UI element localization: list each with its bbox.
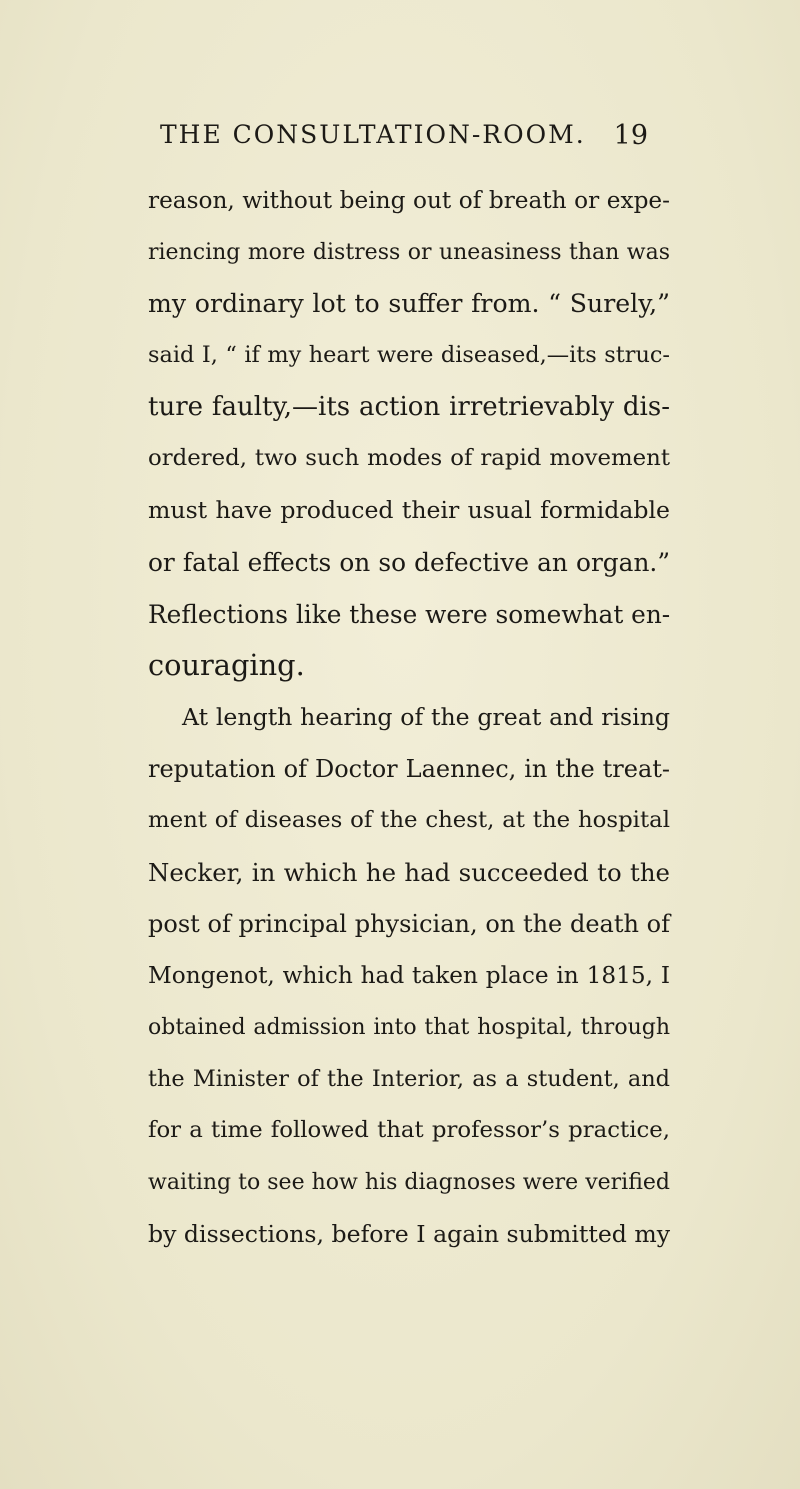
page-header: [160, 120, 648, 160]
text-line: or fatal effects on so defective an organ.”: [148, 547, 670, 577]
text-line: Necker, in which he had succeeded to the: [148, 857, 670, 887]
text-line: Reflections like these were somewhat en-: [148, 599, 671, 629]
text-line: ordered, two such modes of rapid movement: [148, 445, 670, 472]
text-line: ment of diseases of the chest, at the hospital: [148, 807, 670, 834]
text-line: for a time followed that professor’s practice,: [148, 1117, 670, 1144]
text-line: said I, “ if my heart were diseased,—its struc-: [148, 342, 670, 369]
text-line: reason, without being out of breath or expe-: [148, 187, 670, 214]
text-line: couraging.: [148, 648, 305, 683]
text-line: reputation of Doctor Laennec, in the treat-: [148, 754, 670, 783]
text-line: obtained admission into that hospital, through: [148, 1015, 670, 1040]
text-line: Mongenot, which had taken place in 1815, I: [148, 962, 670, 990]
text-line: At length hearing of the great and rising: [182, 702, 670, 731]
body-text: [148, 175, 670, 1260]
text-line: post of principal physician, on the death of: [148, 909, 670, 938]
page-number: 19: [613, 120, 648, 151]
text-line: waiting to see how his diagnoses were verified: [148, 1170, 670, 1196]
text-line: ture faulty,—its action irretrievably dis-: [148, 391, 670, 422]
text-line: riencing more distress or uneasiness than was: [148, 239, 670, 265]
text-line: my ordinary lot to suffer from. “ Surely,”: [148, 289, 670, 319]
text-line: by dissections, before I again submitted my: [148, 1219, 671, 1248]
text-line: must have produced their usual formidable: [148, 496, 670, 525]
running-title: THE CONSULTATION-ROOM.: [160, 120, 586, 149]
text-line: the Minister of the Interior, as a student, and: [148, 1065, 670, 1092]
